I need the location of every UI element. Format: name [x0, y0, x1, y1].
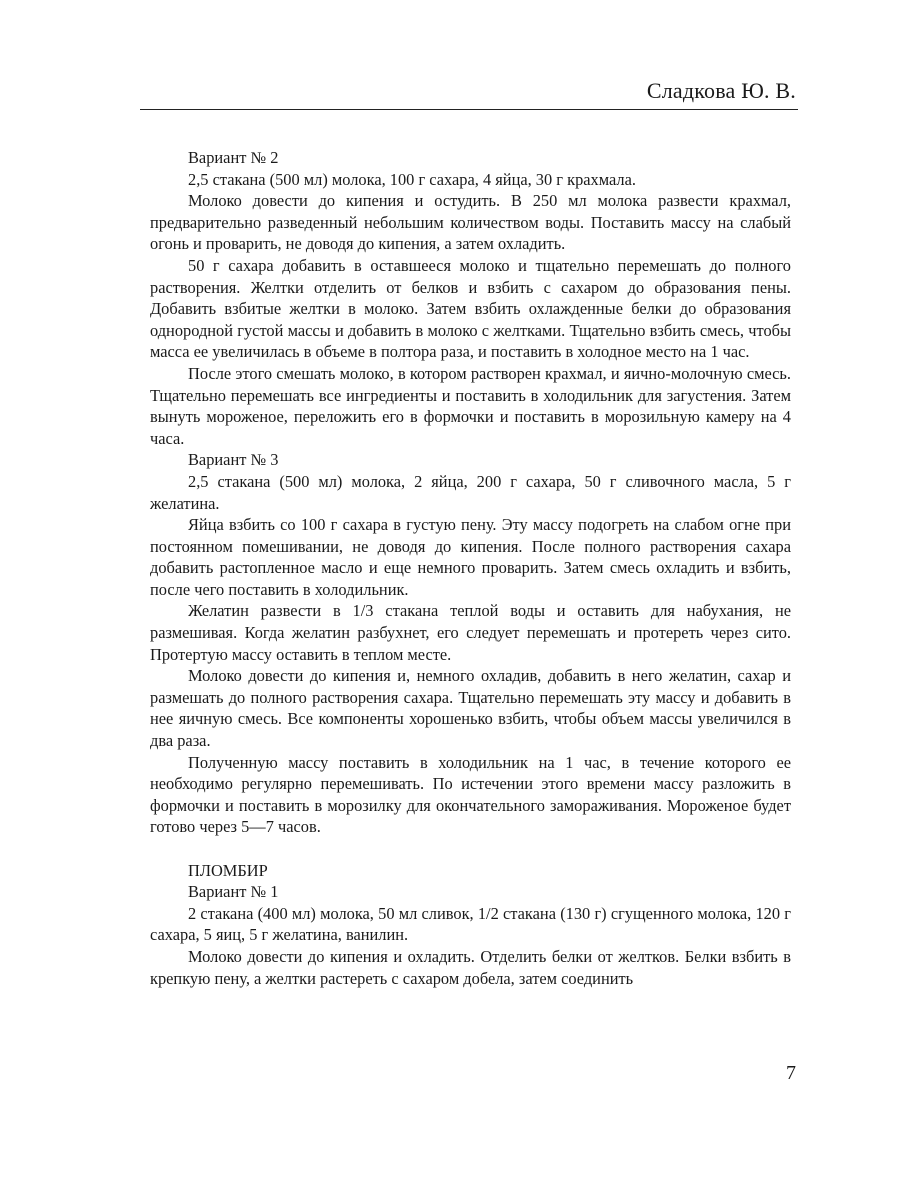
header-rule: [140, 109, 798, 110]
ingredients-paragraph: 2,5 стакана (500 мл) молока, 2 яйца, 200 г сахара, 50 г сливочного масла, 5 г желатина.: [150, 471, 791, 513]
instruction-paragraph: Яйца взбить со 100 г сахара в густую пену. Эту массу подогреть на слабом огне при постоянном помешивании, не доводя до кипения. После полного растворения сахара добавить растопленное масло и еще немного проварить. Затем смесь охладить и взбить, после чего поставить в холодильник.: [150, 515, 791, 599]
body-text: [150, 147, 791, 989]
instruction-paragraph: Полученную массу поставить в холодильник на 1 час, в течение которого ее необходимо регулярно перемешивать. По истечении этого времени массу разложить в формочки и поставить в морозилку для окончательного замораживания. Мороженое будет готово через 5—7 часов.: [150, 752, 791, 837]
instruction-paragraph: Молоко довести до кипения и остудить. В 250 мл молока развести крахмал, предварительно разведенный небольшим количеством воды. Поставить массу на слабый огонь и проварить, не доводя до кипения, а затем охладить.: [150, 191, 791, 254]
variant-heading: Вариант № 2: [188, 148, 279, 167]
instruction-paragraph: 50 г сахара добавить в оставшееся молоко и тщательно перемешать до полного растворения. Желтки отделить от белков и взбить с сахаром до образования пены. Добавить взбитые желтки в молоко. Затем взбить охлажденные белки до образования однородной густой массы и добавить в молоко с желтками. Тщательно взбить смесь, чтобы масса ее увеличилась в объеме в полтора раза, и поставить в холодное место на 1 час.: [150, 255, 791, 362]
section-heading: ПЛОМБИР: [188, 860, 268, 880]
instruction-paragraph: Молоко довести до кипения и охладить. Отделить белки от желтков. Белки взбить в крепкую пену, а желтки растереть с сахаром добела, затем соединить: [150, 946, 791, 988]
instruction-paragraph: После этого смешать молоко, в котором растворен крахмал, и яично-молочную смесь. Тщательно перемешать все ингредиенты и поставить в холодильник для загустения. Затем вынуть мороженое, переложить его в формочки и поставить в морозильную камеру на 4 часа.: [150, 363, 791, 448]
page-number: 7: [786, 1062, 796, 1084]
instruction-paragraph: Желатин развести в 1/3 стакана теплой воды и оставить для набухания, не размешивая. Когда желатин разбухнет, его следует перемешать и протереть через сито. Протертую массу оставить в теплом месте.: [150, 601, 791, 664]
running-head: Сладкова Ю. В.: [646, 78, 796, 103]
variant-heading: Вариант № 3: [188, 450, 279, 470]
variant-heading: Вариант № 1: [188, 882, 279, 902]
instruction-paragraph: Молоко довести до кипения и, немного охладив, добавить в него желатин, сахар и размешать до полного растворения сахара. Тщательно перемешать эту массу и добавить в нее яичную смесь. Все компоненты хорошенько взбить, чтобы объем массы увеличился в два раза.: [150, 666, 791, 751]
ingredients-paragraph: 2 стакана (400 мл) молока, 50 мл сливок, 1/2 стакана (130 г) сгущенного молока, 120 г сахара, 5 яиц, 5 г желатина, ванилин.: [150, 903, 791, 945]
ingredients-paragraph: 2,5 стакана (500 мл) молока, 100 г сахара, 4 яйца, 30 г крахмала.: [188, 169, 636, 189]
